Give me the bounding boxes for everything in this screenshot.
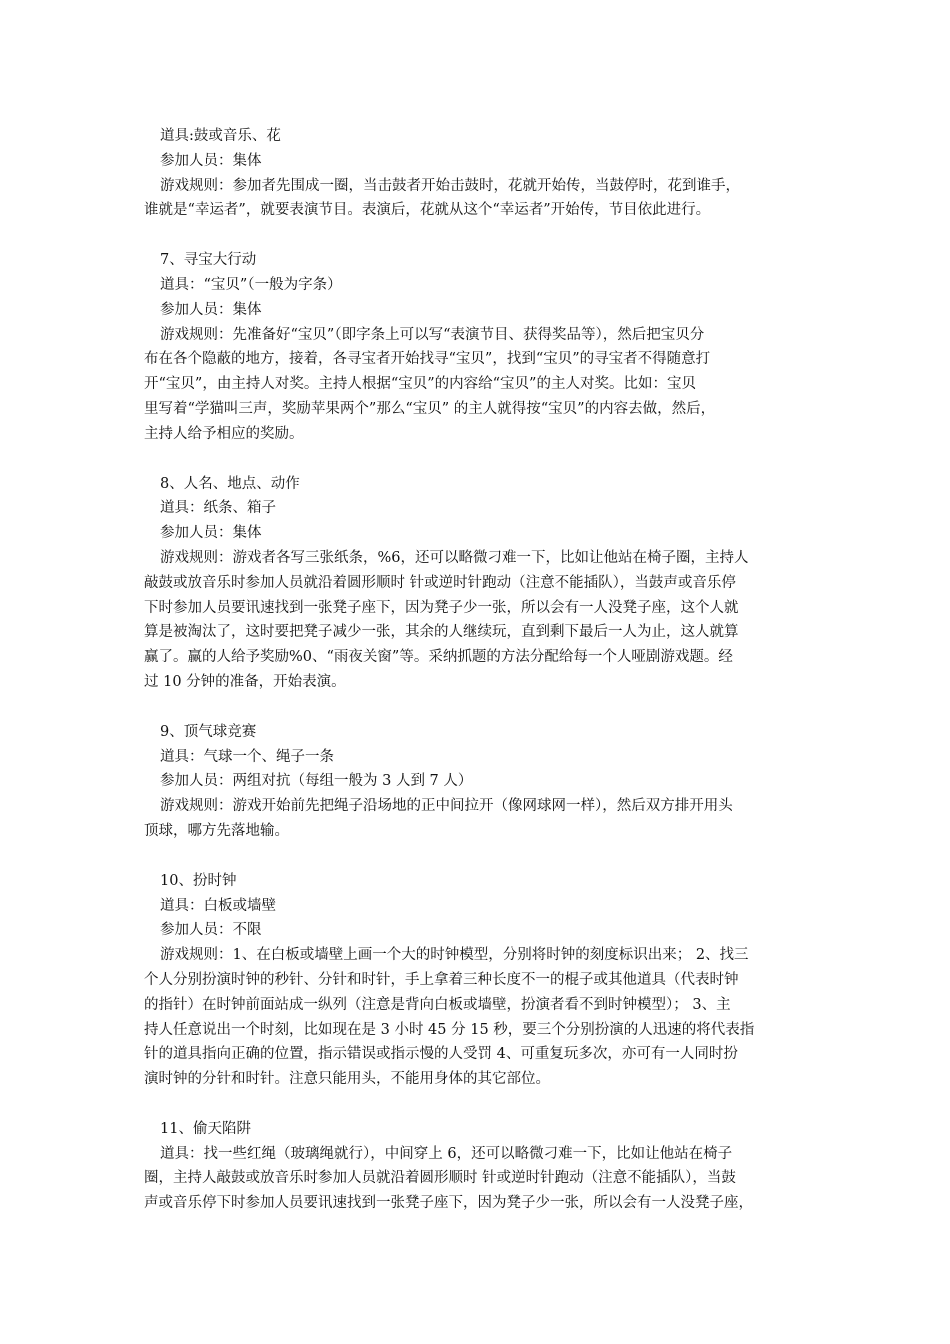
text-line: 道具：找一些红绳（玻璃绳就行），中间穿上 6，还可以略微刁难一下，比如让他站在椅子 (160, 1145, 733, 1162)
text-line: 圈，主持人敲鼓或放音乐时参加人员就沿着圆形顺时 针或逆时针跑动（注意不能插队），当鼓 (144, 1170, 736, 1187)
text-line: 敲鼓或放音乐时参加人员就沿着圆形顺时 针或逆时针跑动（注意不能插队），当鼓声或音乐停 (144, 574, 736, 591)
section-heading: 11、偷天陷阱 (160, 1120, 251, 1137)
document-body (144, 124, 816, 1216)
text-line: 参加人员：不限 (160, 922, 262, 939)
text-line: 算是被淘汰了，这时要把凳子减少一张，其余的人继续玩，直到剩下最后一人为止，这人就算 (144, 624, 739, 641)
game-section (144, 124, 816, 223)
text-line: 过 10 分钟的准备，开始表演。 (144, 673, 346, 690)
text-line: 道具：气球一个、绳子一条 (160, 748, 334, 765)
paragraph-gap (144, 844, 816, 869)
section-heading: 10、扮时钟 (160, 872, 237, 889)
text-line: 的指针）在时钟前面站成一纵列（注意是背向白板或墙壁，扮演者看不到时钟模型）； 3、主 (144, 996, 731, 1013)
game-section (144, 248, 816, 446)
text-line: 参加人员：集体 (160, 301, 262, 318)
paragraph-gap (144, 447, 816, 472)
text-line: 主持人给予相应的奖励。 (144, 425, 304, 442)
text-line: 游戏规则：先准备好“宝贝”（即字条上可以写“表演节目、获得奖品等），然后把宝贝分 (160, 326, 705, 343)
section-heading: 7、寻宝大行动 (160, 252, 257, 269)
game-section (144, 869, 816, 1092)
text-line: 游戏规则：1、在白板或墙壁上画一个大的时钟模型，分别将时钟的刻度标识出来； 2、找三 (160, 947, 749, 964)
text-line: 参加人员：集体 (160, 152, 262, 169)
text-line: 道具:鼓或音乐、花 (160, 128, 281, 144)
text-line: 参加人员：集体 (160, 525, 262, 542)
text-line: 个人分别扮演时钟的秒针、分针和时针，手上拿着三种长度不一的棍子或其他道具（代表时钟 (144, 971, 739, 988)
game-section (144, 720, 816, 844)
text-line: 谁就是“幸运者”，就要表演节目。表演后，花就从这个“幸运者”开始传，节目依此进行。 (144, 202, 711, 219)
text-line: 里写着“学猫叫三声，奖励苹果两个”那么“宝贝” 的主人就得按“宝贝”的内容去做，然后， (144, 400, 716, 417)
text-line: 游戏规则：参加者先围成一圈，当击鼓者开始击鼓时，花就开始传，当鼓停时，花到谁手， (160, 177, 740, 194)
game-section (144, 1117, 816, 1216)
paragraph-gap (144, 1092, 816, 1117)
text-line: 持人任意说出一个时刻，比如现在是 3 小时 45 分 15 秒，要三个分别扮演的人迅速的将代表指 (144, 1021, 755, 1038)
text-line: 声或音乐停下时参加人员要讯速找到一张凳子座下，因为凳子少一张，所以会有一人没凳子座， (144, 1195, 753, 1212)
text-line: 道具：纸条、箱子 (160, 500, 276, 517)
text-line: 针的道具指向正确的位置，指示错误或指示慢的人受罚 4、可重复玩多次，亦可有一人同时扮 (144, 1046, 738, 1063)
section-heading: 9、顶气球竞赛 (160, 723, 257, 740)
game-section (144, 472, 816, 695)
text-line: 参加人员：两组对抗（每组一般为 3 人到 7 人） (160, 773, 473, 790)
section-heading: 8、人名、地点、动作 (160, 475, 300, 492)
text-line: 道具：“宝贝”（一般为字条） (160, 276, 342, 293)
text-line: 赢了。赢的人给予奖励%0、“雨夜关窗”等。采纳抓题的方法分配给每一个人哑剧游戏题。经 (144, 649, 733, 666)
text-line: 布在各个隐蔽的地方，接着，各寻宝者开始找寻“宝贝”，找到“宝贝”的寻宝者不得随意打 (144, 351, 711, 368)
paragraph-gap (144, 223, 816, 248)
paragraph-gap (144, 695, 816, 720)
text-line: 游戏规则：游戏者各写三张纸条，%6，还可以略微刁难一下，比如让他站在椅子圈，主持人 (160, 549, 749, 566)
text-line: 游戏规则：游戏开始前先把绳子沿场地的正中间拉开（像网球网一样），然后双方排开用头 (160, 798, 733, 815)
text-line: 下时参加人员要讯速找到一张凳子座下，因为凳子少一张，所以会有一人没凳子座，这个人就 (144, 599, 739, 616)
text-line: 开“宝贝”，由主持人对奖。主持人根据“宝贝”的内容给“宝贝”的主人对奖。比如：宝贝 (144, 376, 696, 393)
text-line: 顶球，哪方先落地输。 (144, 822, 289, 839)
text-line: 演时钟的分针和时针。注意只能用头，不能用身体的其它部位。 (144, 1071, 550, 1088)
text-line: 道具：白板或墙壁 (160, 897, 276, 914)
